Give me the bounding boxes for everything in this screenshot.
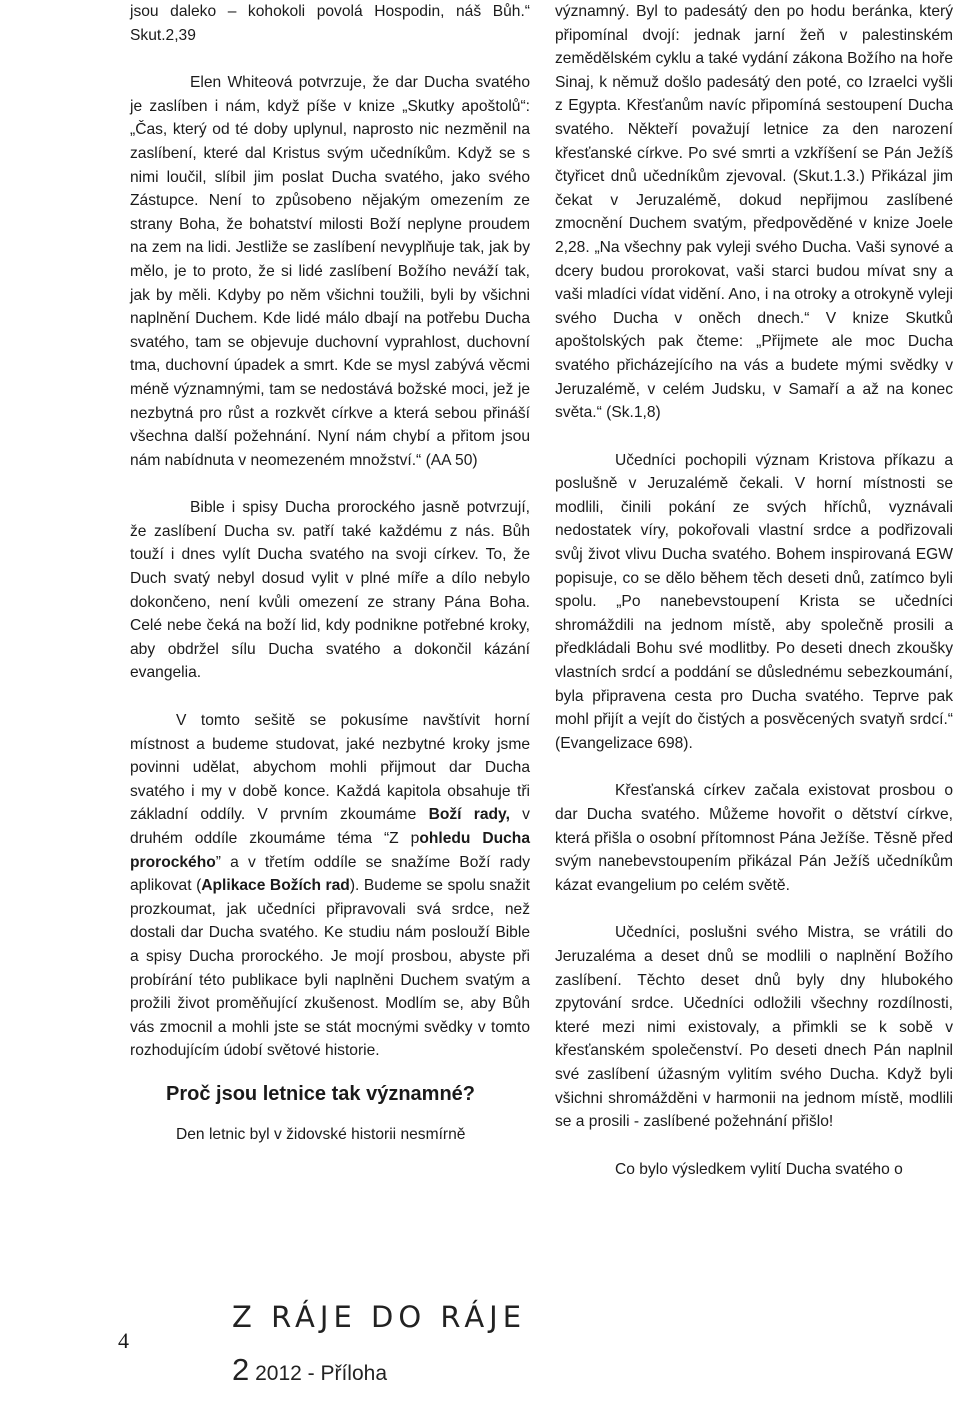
issue-label	[232, 1352, 387, 1388]
overview-bold-bozi-rady: Boží rady,	[428, 806, 510, 824]
overview-text-e: ). Budeme se spolu snažit prozkoumat, jak učedníci připravovali svá srdce, než dostali dar Ducha svatého. Ke studiu nám poslouží Bible a spisy Ducha prorockého. Je mojí prosbou, abyste při probírání této publikace byli naplněni Duchem svatým a prožili život proměňující zkušenost. Modlím se, aby Bůh vás zmocnil a mohli jste se stát mocnými svědky v tomto rozhodujícím údobí světové historie.	[130, 877, 530, 1060]
overview-bold-aplikace: Aplikace Božích rad	[201, 877, 350, 895]
paragraph-church-began: Křesťanská církev začala existovat prosbou o dar Ducha svatého. Můžeme hovořit o dětství církve, která přišla o osobní přítomnost Pána Ježíše. Těsně před svým nanebevstoupením přikázal Pán Ježíš učedníkům kázat evangelium po celém světě.	[555, 782, 953, 894]
overview-text-d: ” a v třetím oddíle se snažíme Boží rady aplikovat (	[130, 853, 530, 895]
magazine-title: Z RÁJE DO RÁJE	[232, 1300, 527, 1334]
paragraph-booklet-overview	[130, 709, 530, 1063]
overview-bold-ducha-prorockeho: ohledu Ducha prorockého	[130, 830, 530, 871]
issue-year-supplement: 2012 - Příloha	[249, 1362, 388, 1385]
overview-text-a: V tomto sešitě se pokusíme navštívit horní místnost a budeme studovat, jaké nezbytné kroky jsme povinni udělat, abychom mohli přijmout dar Ducha svatého i my v době konce. Každá kapitola obsahuje tři základní oddíly. V prvním zkoumáme	[130, 712, 530, 824]
paragraph-egw-quote: Elen Whiteová potvrzuje, že dar Ducha svatého je zaslíben i nám, když píše v knize „Skutky apoštolů“: „Čas, který od té doby uplynul, naprosto nic nezměnil na zaslíbení, které dal Kristus svým učedníkům. Když se s nimi loučil, slíbil jim poslat Ducha svatého, jako svého Zástupce. Není to způsobeno nějakým omezením ze strany Boha, že bohatství milosti Boží neplyne proudem na zem na lidi. Jestliže se zaslíbení nevyplňuje tak, jak by mělo, je to proto, že si lidé zaslíbení Božího neváží tak, jak by měli. Kdyby po něm všichni toužili, byli by všichni naplnění Duchem. Kde lidé málo dbají na potřebu Ducha svatého, tam se objevuje duchovní vyprahlost, duchovní tma, duchovní úpadek a smrt. Kde se mysl zabývá věcmi méně významnými, tam se nedostává božské moci, jež je nezbytná pro růst a rozkvět církve a která sebou přináší všechna další požehnání. Nyní nám chybí a přitom jsou nám nabídnuta v neomezeném množství.“ (AA 50)	[130, 74, 530, 469]
paragraph-result-start: Co bylo výsledkem vylití Ducha svatého o	[615, 1160, 903, 1178]
page-number: 4	[118, 1328, 129, 1353]
paragraph-disciples-waited: Učedníci pochopili význam Kristova příkazu a poslušně v Jeruzalémě čekali. V horní místnosti se modlili, činili pokání ze svých hříchů, vyznávali nedostatek víry, pokořovali vlastní srdce a podřizovali svůj život vlivu Ducha svatého. Bohem inspirovaná EGW popisuje, co se dělo během těch deseti dnů, zatímco byli spolu. „Po nanebevstoupení Krista se učedníci shromáždili na jednom místě, aby společně prosili a předkládali Bohu své modlitby. Po deseti dnech zkoušky vlastních srdcí a poddání se důslednému sebezkoumání, byla připravena cesta pro Ducha svatého. Teprve pak mohl přijít a vejít do čistých a posvěcených svatyň srdcí.“ (Evangelizace 698).	[555, 451, 953, 752]
paragraph-ten-days: Učedníci, poslušni svého Mistra, se vrátili do Jeruzaléma a deset dnů se modlili o naplnění Božího zaslíbení. Těchto deset dnů byly dny hlubokého zpytování srdce. Učedníci odložili všechny rozdílnosti, které mezi nimi existovaly, a přimkli se k sobě v křesťanském společenství. Po deseti dnech Pán naplnil své zaslíbení úžasným vylitím svého Ducha. Když byli všichni shromážděni v harmonii na jednom místě, modlili se a prosili - zaslíbené požehnání přišlo!	[555, 924, 953, 1131]
issue-number: 2	[232, 1352, 250, 1387]
paragraph-pentecost-meaning: významný. Byl to padesátý den po hodu beránka, který připomínal dvojí: jednak jarní žeň v palestinském zemědělském cyklu a také vydání zákona Božího na hoře Sinaj, k němuž došlo padesátý den poté, co Izraelci vyšli z Egypta. Křesťanům navíc připomíná sestoupení Ducha svatého. Někteří považují letnice za den narození křesťanské církve. Po své smrti a vzkříšení se Pán Ježíš čtyřicet dnů učedníkům zjevoval. (Skut.1.3.) Přikázal jim čekat v Jeruzalémě, dokud nepřijmou zaslíbené zmocnění Duchem svatým, předpověděné v knize Joele 2,28. „Na všechny pak vyleji svého Ducha. Vaši synové a dcery budou prorokovat, vaši starci budou mívat sny a vaši mladíci vídat vidění. Ano, i na otroky a otrokyně vyleji svého Ducha v oněch dnech.“ V knize Skutků apoštolských pak čteme: „Přijmete ale moc Ducha svatého přicházejícího na vás a budete mými svědky v Jeruzalémě, v celém Judsku, v Samaří a až na konec světa.“ (Sk.1,8)	[555, 3, 953, 422]
left-column	[130, 0, 530, 1147]
overview-text-c: v druhém oddíle zkoumáme téma “Z p	[130, 806, 530, 847]
paragraph-intro-continuation: jsou daleko – kohokoli povolá Hospodin, náš Bůh.“ Skut.2,39	[130, 3, 530, 44]
paragraph-pentecost-start: Den letnic byl v židovské historii nesmírně	[176, 1125, 466, 1143]
section-heading: Proč jsou letnice tak významné?	[166, 1082, 475, 1105]
paragraph-bible-promise: Bible i spisy Ducha prorockého jasně potvrzují, že zaslíbení Ducha sv. patří také každému z nás. Bůh touží i dnes vylít Ducha svatého na svoji církev. To, že Duch svatý nebyl dosud vylit v plné míře a dílo nebylo dokončeno, není kvůli omezení ze strany Pána Boha. Celé nebe čeká na boží lid, kdy podnikne potřebné kroky, aby obdržel sílu Ducha svatého a dokončil kázání evangelia.	[130, 499, 530, 682]
right-column	[555, 0, 953, 1181]
